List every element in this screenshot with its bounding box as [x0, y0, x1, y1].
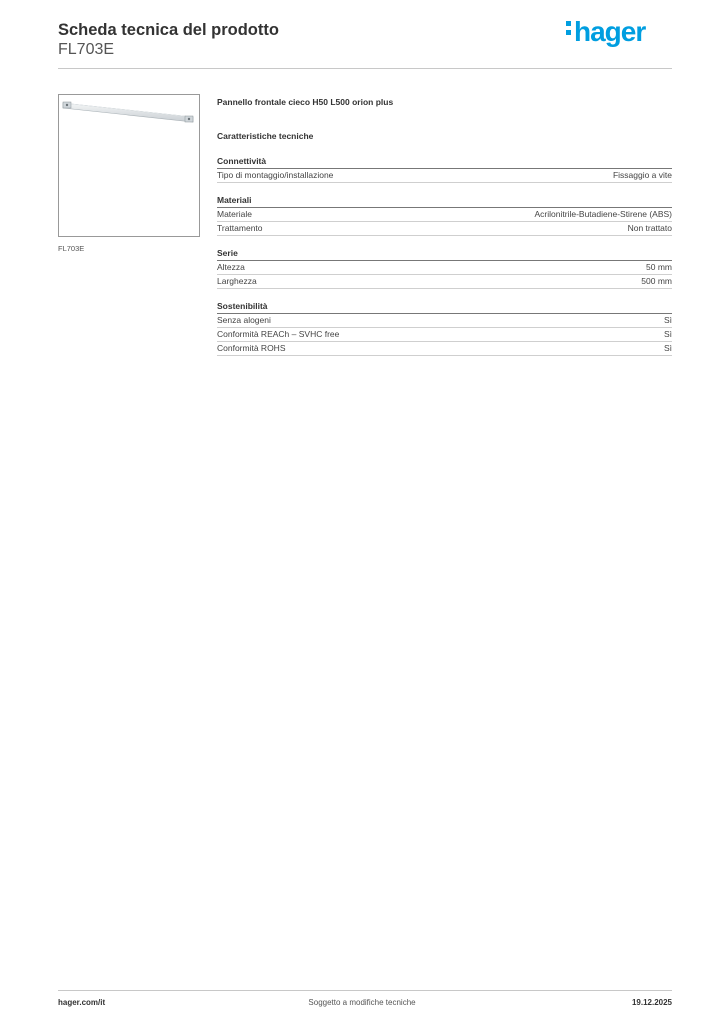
spec-value: Sì [663, 343, 672, 353]
footer-divider [58, 990, 672, 991]
spec-label: Conformità ROHS [217, 343, 286, 353]
spec-label: Altezza [217, 262, 245, 272]
spec-row [217, 222, 672, 236]
spec-label: Materiale [217, 209, 252, 219]
spec-value: Acrilonitrile-Butadiene-Stirene (ABS) [534, 209, 672, 219]
spec-label: Senza alogeni [217, 315, 271, 325]
image-caption: FL703E [58, 244, 85, 253]
spec-row [217, 342, 672, 356]
document-header [58, 20, 279, 60]
spec-group-serie [217, 248, 672, 289]
hager-logo [566, 15, 645, 49]
spec-row [217, 169, 672, 183]
spec-row [217, 208, 672, 222]
spec-label: Larghezza [217, 276, 257, 286]
group-title: Connettività [217, 156, 672, 169]
header-divider [58, 68, 672, 69]
hager-colon-logo-icon [566, 17, 572, 39]
spec-label: Tipo di montaggio/installazione [217, 170, 334, 180]
spec-value: Fissaggio a vite [612, 170, 672, 180]
spec-content [217, 96, 672, 356]
spec-group-materiali [217, 195, 672, 236]
spec-row [217, 314, 672, 328]
footer-notice: Soggetto a modifiche tecniche [308, 998, 416, 1007]
footer-date: 19.12.2025 [631, 998, 672, 1007]
product-image [58, 94, 200, 237]
spec-value: Sì [663, 329, 672, 339]
spec-label: Conformità REACh – SVHC free [217, 329, 340, 339]
group-title: Sostenibilità [217, 301, 672, 314]
spec-label: Trattamento [217, 223, 263, 233]
spec-row [217, 328, 672, 342]
spec-value: Sì [663, 315, 672, 325]
spec-value: Non trattato [627, 223, 672, 233]
spec-group-connettivita [217, 156, 672, 183]
spec-value: 50 mm [646, 262, 672, 272]
product-name: Pannello frontale cieco H50 L500 orion plus [217, 97, 394, 107]
spec-row [217, 261, 672, 275]
document-title: Scheda tecnica del prodotto [58, 21, 279, 39]
spec-row [217, 275, 672, 289]
spec-group-sostenibilita [217, 301, 672, 356]
group-title: Materiali [217, 195, 672, 208]
spec-value: 500 mm [641, 276, 672, 286]
front-panel-illustration-icon [59, 95, 199, 236]
group-title: Serie [217, 248, 672, 261]
website-link[interactable]: hager.com/it [58, 998, 106, 1007]
logo-text: hager [574, 16, 646, 47]
spec-heading: Caratteristiche tecniche [217, 131, 314, 141]
product-code: FL703E [58, 41, 115, 58]
